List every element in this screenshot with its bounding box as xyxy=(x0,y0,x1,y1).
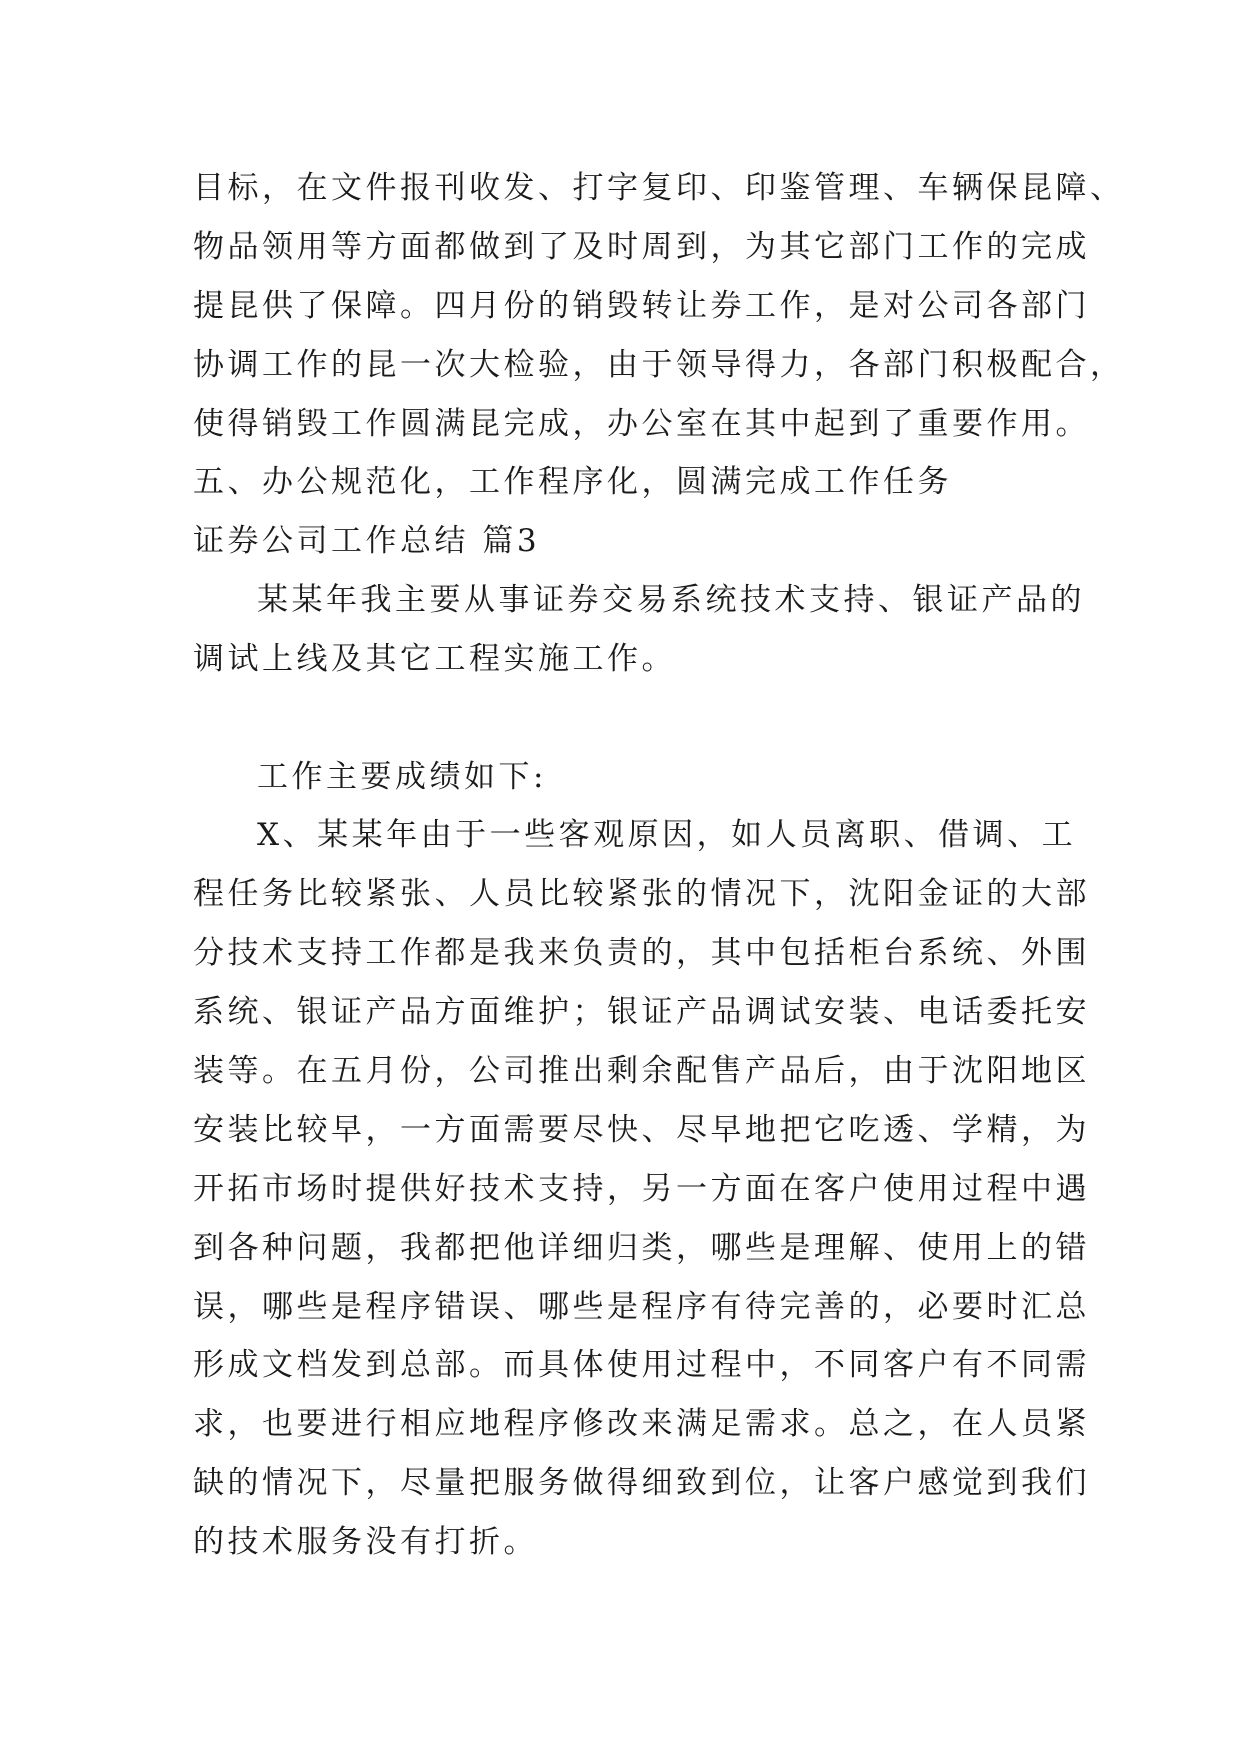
intro-line: 某某年我主要从事证券交易系统技术支持、银证产品的 xyxy=(257,582,1085,618)
point-line: 求，也要进行相应地程序修改来满足需求。总之，在人员紧 xyxy=(193,1406,1090,1442)
point-line: 缺的情况下，尽量把服务做得细致到位，让客户感觉到我们 xyxy=(193,1465,1090,1501)
point-line: 的技术服务没有打折。 xyxy=(193,1524,538,1560)
text-line: 协调工作的昆一次大检验，由于领导得力，各部门积极配合， xyxy=(193,347,1125,383)
point-line: 程任务比较紧张、人员比较紧张的情况下，沈阳金证的大部 xyxy=(193,876,1090,912)
point-line: 到各种问题，我都把他详细归类，哪些是理解、使用上的错 xyxy=(193,1230,1090,1266)
text-line: 提昆供了保障。四月份的销毁转让券工作，是对公司各部门 xyxy=(193,288,1090,324)
text-line: 使得销毁工作圆满昆完成，办公室在其中起到了重要作用。 xyxy=(193,406,1090,442)
point-line: 形成文档发到总部。而具体使用过程中，不同客户有不同需 xyxy=(193,1347,1090,1383)
point-line: 安装比较早，一方面需要尽快、尽早地把它吃透、学精，为 xyxy=(193,1112,1090,1148)
point-line: 系统、银证产品方面维护；银证产品调试安装、电话委托安 xyxy=(193,994,1090,1030)
achievements-heading: 工作主要成绩如下: xyxy=(257,759,547,795)
point-line: 开拓市场时提供好技术支持，另一方面在客户使用过程中遇 xyxy=(193,1171,1090,1207)
point-line: 装等。在五月份，公司推出剩余配售产品后，由于沈阳地区 xyxy=(193,1053,1090,1089)
intro-line: 调试上线及其它工程实施工作。 xyxy=(193,641,676,677)
text-line: 物品领用等方面都做到了及时周到，为其它部门工作的完成 xyxy=(193,229,1090,265)
text-line: 目标，在文件报刊收发、打字复印、印鉴管理、车辆保昆障、 xyxy=(193,170,1125,206)
section-heading-five: 五、办公规范化，工作程序化，圆满完成工作任务 xyxy=(193,464,952,500)
point-line: 误，哪些是程序错误、哪些是程序有待完善的，必要时汇总 xyxy=(193,1289,1090,1325)
point-line: X、某某年由于一些客观原因，如人员离职、借调、工 xyxy=(257,817,1077,853)
point-line: 分技术支持工作都是我来负责的，其中包括柜台系统、外围 xyxy=(193,935,1090,971)
section-title: 证券公司工作总结 篇3 xyxy=(193,523,541,559)
